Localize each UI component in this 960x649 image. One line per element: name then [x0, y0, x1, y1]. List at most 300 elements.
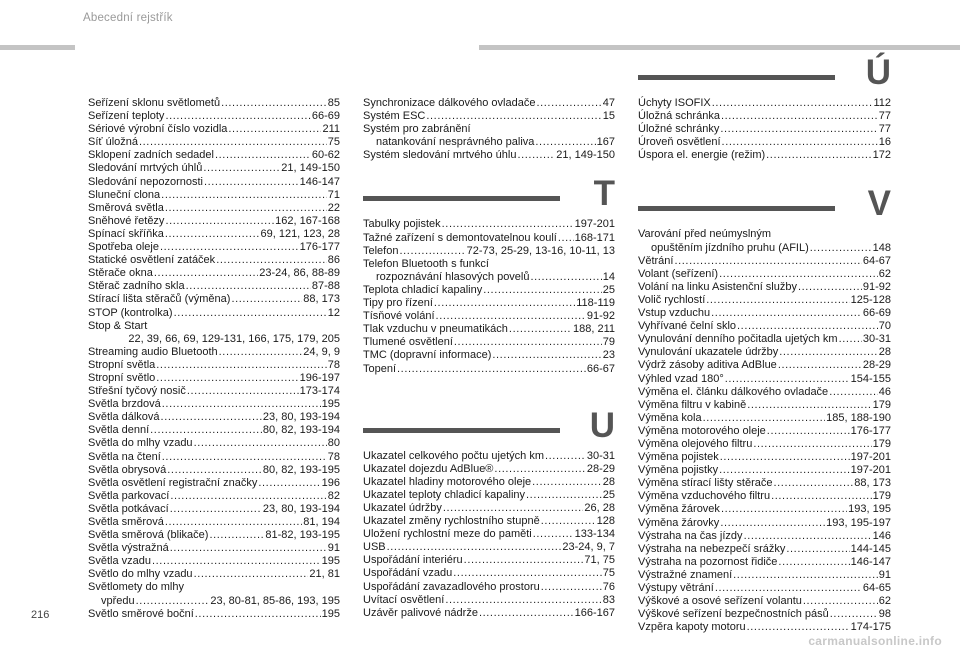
index-entry — [363, 245, 615, 258]
index-entry — [88, 346, 340, 359]
entry-label: Telefon — [363, 244, 399, 257]
entry-page-ref: 146 — [872, 529, 891, 542]
entry-label: Světla parkovací — [88, 489, 170, 502]
entry-page-ref: 66-69 — [862, 307, 891, 320]
entry-label: Sériové výrobní číslo vozidla — [88, 123, 228, 136]
section-title: Abecední rejstřík — [83, 12, 173, 24]
entry-label: Světla brzdová — [88, 398, 161, 411]
index-entry — [363, 489, 615, 502]
entry-page-ref: 185, 188-190 — [826, 411, 891, 424]
index-entry — [88, 490, 340, 503]
entry-label: Teplota chladicí kapaliny — [363, 283, 483, 296]
entry-page-ref: 133-134 — [574, 528, 615, 541]
entry-page-ref: 195 — [321, 607, 340, 620]
entry-label: Výměna el. článku dálkového ovladače — [638, 385, 829, 398]
entry-page-ref: 91 — [327, 542, 340, 555]
entry-label: Výměna stírací lišty stěrače — [638, 477, 773, 490]
dot-leader — [156, 372, 298, 385]
index-column-1 — [88, 97, 340, 621]
index-entry — [88, 293, 340, 306]
index-entry — [363, 607, 615, 620]
index-entry — [88, 581, 340, 594]
index-entry — [88, 162, 340, 175]
index-entry — [88, 320, 340, 333]
entry-label: Uložení rychlostní meze do paměti — [363, 528, 532, 541]
index-entry — [88, 372, 340, 385]
index-entry — [88, 97, 340, 110]
entry-page-ref: 30-31 — [586, 449, 615, 462]
index-section-t — [363, 218, 615, 375]
index-entry — [363, 541, 615, 554]
dot-leader — [733, 569, 878, 582]
entry-label: Výstupy větrání — [638, 582, 714, 594]
section-letter: T — [593, 174, 615, 214]
entry-page-ref: 166-167 — [574, 606, 615, 619]
entry-page-ref: 80, 82, 193-194 — [262, 424, 340, 437]
dot-leader — [712, 97, 873, 110]
dot-leader — [215, 149, 311, 162]
entry-label: Výměna vzduchového filtru — [638, 490, 771, 503]
index-entry — [88, 228, 340, 241]
dot-leader — [535, 136, 595, 149]
footer-band — [0, 633, 960, 649]
dot-leader — [136, 595, 210, 608]
dot-leader — [786, 543, 849, 556]
index-entry — [638, 136, 891, 149]
index-entry — [88, 437, 340, 450]
dot-leader — [774, 477, 854, 490]
entry-page-ref: 112 — [873, 97, 891, 109]
entry-label: Vyhřívané čelní sklo — [638, 320, 737, 333]
entry-label: Stop & Start — [88, 319, 148, 332]
index-entry — [363, 271, 615, 284]
entry-label: Světla do mlhy vzadu — [88, 437, 193, 450]
dot-leader — [778, 359, 862, 372]
entry-label: Úložné schránky — [638, 123, 720, 136]
entry-label: Světla směrová — [88, 516, 164, 528]
entry-label: Výdrž zásoby aditiva AdBlue — [638, 359, 777, 372]
dot-leader — [839, 333, 862, 346]
entry-label: Uspořádání zavazadlového prostoru — [363, 580, 540, 593]
entry-label: Seřízení sklonu světlometů — [88, 97, 221, 109]
entry-label: Výměna žárovek — [638, 503, 720, 516]
index-entry — [363, 310, 615, 323]
index-entry — [88, 202, 340, 215]
entry-label: Světla dálková — [88, 411, 160, 424]
entry-label: Stěrače okna — [88, 267, 153, 280]
entry-label: Světla denní — [88, 424, 150, 437]
entry-label: Střešní tyčový nosič — [88, 385, 186, 398]
dot-leader — [536, 97, 601, 110]
entry-page-ref: 197-201 — [850, 451, 891, 464]
entry-page-ref: 168-171 — [574, 231, 615, 244]
entry-label: Systém ESC — [363, 110, 426, 123]
entry-page-ref: 196-197 — [299, 371, 340, 384]
section-letter: U — [589, 405, 615, 445]
dot-leader — [170, 503, 262, 516]
entry-page-ref: 28-29 — [586, 462, 615, 475]
entry-page-ref: 167 — [596, 136, 615, 149]
section-divider-bar — [638, 75, 835, 80]
section-letter: V — [867, 184, 891, 224]
index-entry — [363, 336, 615, 349]
index-entry — [638, 399, 891, 412]
entry-label: Tažné zařízení s demontovatelnou koulí — [363, 231, 557, 244]
dot-leader — [803, 595, 878, 608]
entry-page-ref: 64-67 — [862, 254, 891, 267]
entry-page-ref: 173-174 — [299, 385, 340, 398]
entry-page-ref: 176-177 — [299, 241, 340, 254]
entry-page-ref: 125-128 — [850, 293, 891, 306]
index-entry — [638, 595, 891, 608]
entry-page-ref: 118-119 — [576, 297, 615, 310]
index-entry — [638, 386, 891, 399]
dot-leader — [558, 232, 574, 245]
dot-leader — [715, 582, 862, 595]
dot-leader — [509, 323, 572, 336]
index-entry — [363, 581, 615, 594]
entry-page-ref: 14 — [602, 270, 615, 283]
dot-leader — [454, 336, 602, 349]
index-entry — [638, 569, 891, 582]
index-entry — [638, 530, 891, 543]
entry-label: Sluneční clona — [88, 188, 161, 201]
entry-label: Uspořádání vzadu — [363, 567, 453, 580]
entry-page-ref: 98 — [878, 608, 891, 621]
dot-leader — [533, 528, 574, 541]
entry-page-ref: 128 — [596, 515, 615, 528]
entry-page-ref: 71 — [327, 188, 340, 201]
dot-leader — [258, 477, 320, 490]
index-entry — [88, 267, 340, 280]
entry-page-ref: 91-92 — [862, 280, 891, 293]
entry-label: Tísňové volání — [363, 310, 435, 323]
entry-page-ref: 88, 173 — [303, 293, 340, 306]
entry-page-ref: 91 — [878, 568, 891, 581]
entry-page-ref: 83 — [602, 593, 615, 606]
index-column-3 — [638, 51, 891, 634]
dot-leader — [829, 386, 878, 399]
entry-label: Výstražné znamení — [638, 568, 733, 581]
dot-leader — [436, 310, 586, 323]
entry-page-ref: 82 — [327, 489, 340, 502]
entry-label: Ukazatel hladiny motorového oleje — [363, 475, 532, 488]
index-entry — [363, 463, 615, 476]
entry-page-ref: 197-201 — [574, 218, 615, 231]
dot-leader — [526, 489, 602, 502]
entry-label: Systém sledování mrtvého úhlu — [363, 149, 517, 162]
entry-page-ref: 179 — [872, 398, 891, 411]
dot-leader — [464, 554, 584, 567]
dot-leader — [541, 515, 596, 528]
index-entry — [363, 136, 615, 149]
index-entry — [88, 477, 340, 490]
entry-page-ref: 15 — [602, 110, 615, 123]
entry-page-ref: 21, 149-150 — [281, 162, 340, 175]
entry-label: Větrání — [638, 254, 674, 267]
dot-leader — [442, 218, 574, 231]
dot-leader — [737, 320, 878, 333]
dot-leader — [541, 581, 602, 594]
index-entry — [363, 554, 615, 567]
entry-page-ref: 85 — [327, 97, 340, 109]
entry-label: Světla na čtení — [88, 450, 161, 463]
entry-page-ref: 28 — [878, 346, 891, 359]
dot-leader — [426, 110, 601, 123]
entry-page-ref: 76 — [602, 580, 615, 593]
entry-label: Volání na linku Asistenční služby — [638, 280, 797, 293]
entry-label: Volič rychlostí — [638, 293, 706, 306]
index-entry — [638, 242, 891, 255]
entry-label: Ukazatel dojezdu AdBlue® — [363, 462, 494, 475]
entry-label: Volant (seřízení) — [638, 267, 719, 280]
dot-leader — [483, 284, 602, 297]
entry-label: Synchronizace dálkového ovladače — [363, 97, 536, 109]
entry-label: Statické osvětlení zatáček — [88, 254, 216, 267]
entry-label: Stropní světla — [88, 358, 156, 371]
entry-page-ref: 195 — [321, 398, 340, 411]
entry-page-ref: 25 — [602, 488, 615, 501]
entry-page-ref: 193, 195 — [848, 503, 891, 516]
index-entry — [638, 255, 891, 268]
index-entry — [88, 529, 340, 542]
dot-leader — [203, 162, 280, 175]
entry-label: Výstraha na pozornost řidiče — [638, 555, 778, 568]
dot-leader — [443, 502, 584, 515]
index-entry — [363, 110, 615, 123]
dot-leader — [779, 346, 878, 359]
index-entry — [88, 568, 340, 581]
entry-label: natankování nesprávného paliva — [376, 136, 535, 149]
entry-label: Vynulování ukazatele údržby — [638, 346, 779, 359]
index-entry — [363, 123, 615, 136]
entry-label: Vynulování denního počitadla ujetých km — [638, 333, 838, 346]
watermark: carmanualsonline.info — [808, 634, 942, 648]
dot-leader — [161, 189, 327, 202]
entry-label: Uspořádání interiéru — [363, 554, 463, 567]
index-entry — [363, 149, 615, 162]
dot-leader — [753, 438, 871, 451]
entry-label: Výškové seřízení bezpečnostních pásů — [638, 608, 829, 621]
index-entry — [88, 516, 340, 529]
dot-leader — [744, 530, 872, 543]
index-entry — [88, 215, 340, 228]
entry-page-ref: 144-145 — [850, 542, 891, 555]
dot-leader — [150, 424, 262, 437]
index-entry — [638, 490, 891, 503]
entry-page-ref: 28-29 — [862, 359, 891, 372]
dot-leader — [479, 607, 574, 620]
index-entry — [638, 307, 891, 320]
index-entry — [88, 451, 340, 464]
dot-leader — [747, 399, 871, 412]
entry-label: Výměna pojistek — [638, 451, 719, 464]
entry-page-ref: 22 — [327, 201, 340, 214]
index-entry — [638, 346, 891, 359]
dot-leader — [722, 136, 878, 149]
index-entry — [638, 294, 891, 307]
index-entry — [638, 333, 891, 346]
index-entry — [363, 284, 615, 297]
index-section-v — [638, 228, 891, 634]
entry-label: Ukazatel teploty chladicí kapaliny — [363, 488, 526, 501]
dot-leader — [798, 281, 862, 294]
dot-leader — [766, 149, 871, 162]
index-entry — [88, 110, 340, 123]
entry-page-ref: 80 — [327, 437, 340, 450]
entry-page-ref: 162, 167-168 — [275, 214, 340, 227]
entry-label: Úchyty ISOFIX — [638, 97, 711, 109]
index-entry — [638, 425, 891, 438]
dot-leader — [165, 215, 274, 228]
dot-leader — [170, 490, 326, 503]
dot-leader — [139, 136, 327, 149]
dot-leader — [721, 503, 847, 516]
dot-leader — [187, 385, 299, 398]
entry-page-ref: 77 — [878, 110, 891, 123]
entry-label: vpředu — [101, 594, 135, 607]
entry-page-ref: 172 — [872, 149, 891, 162]
entry-page-ref: 75 — [327, 136, 340, 149]
entry-page-ref: 80, 82, 193-195 — [262, 463, 340, 476]
index-entry — [638, 477, 891, 490]
dot-leader — [160, 241, 299, 254]
entry-page-ref: 46 — [878, 385, 891, 398]
index-entry — [363, 297, 615, 310]
index-entry — [88, 608, 340, 621]
entry-label: Světlo do mlhy vzadu — [88, 568, 193, 581]
entry-page-ref: 193, 195-197 — [826, 516, 891, 529]
index-entry — [88, 385, 340, 398]
header-bar-right — [479, 45, 960, 50]
dot-leader — [221, 97, 327, 110]
dot-leader — [720, 123, 877, 136]
dot-leader — [228, 123, 321, 136]
dot-leader — [545, 450, 586, 463]
entry-page-ref: 21, 149-150 — [556, 149, 615, 162]
dot-leader — [167, 464, 262, 477]
dot-leader — [767, 425, 850, 438]
dot-leader — [165, 228, 260, 241]
entry-page-ref: 75 — [602, 567, 615, 580]
entry-label: Ukazatel údržby — [363, 501, 442, 514]
entry-label: Síť úložná — [88, 136, 138, 149]
index-entry — [363, 232, 615, 245]
index-entry — [638, 556, 891, 569]
entry-page-ref: 179 — [872, 437, 891, 450]
index-entry — [88, 595, 340, 608]
entry-label: Výškové a osové seřízení volantu — [638, 595, 802, 608]
entry-page-ref: 148 — [872, 241, 891, 254]
entry-page-ref: 188, 211 — [572, 323, 615, 336]
entry-label: Stěrač zadního skla — [88, 280, 185, 293]
entry-page-ref: 71, 75 — [584, 554, 615, 567]
index-entry — [638, 359, 891, 372]
entry-page-ref: 91-92 — [586, 310, 615, 323]
dot-leader — [186, 280, 311, 293]
entry-label: Tipy pro řízení — [363, 297, 433, 310]
entry-label: Úspora el. energie (režim) — [638, 149, 766, 162]
index-entry — [638, 373, 891, 386]
entry-page-ref: 30-31 — [862, 333, 891, 346]
entry-page-ref: 81, 194 — [303, 516, 340, 528]
entry-page-ref: 196 — [321, 476, 340, 489]
dot-leader — [156, 359, 326, 372]
index-entry — [88, 280, 340, 293]
dot-leader — [162, 398, 321, 411]
dot-leader — [778, 556, 849, 569]
index-entry — [638, 543, 891, 556]
index-entry — [638, 97, 891, 110]
entry-label: Varování před neúmyslným — [638, 228, 772, 241]
entry-page-ref: 24, 9, 9 — [303, 345, 340, 358]
index-entry — [363, 349, 615, 362]
entry-label: rozpoznávání hlasových povelů — [376, 270, 530, 283]
index-entry — [363, 450, 615, 463]
section-divider-bar — [363, 196, 560, 201]
index-entry — [363, 97, 615, 110]
entry-label: Výstraha na čas jízdy — [638, 529, 743, 542]
entry-label: Světlomety do mlhy — [88, 581, 184, 594]
section-header-t — [363, 172, 615, 218]
index-entry — [88, 359, 340, 372]
entry-label: Výměna pojistky — [638, 464, 719, 477]
dot-leader — [195, 608, 321, 621]
dot-leader — [216, 254, 327, 267]
dot-leader — [194, 437, 327, 450]
entry-page-ref: 28 — [602, 475, 615, 488]
entry-label: Světlo směrové boční — [88, 607, 194, 620]
index-entry — [638, 464, 891, 477]
entry-page-ref: 174-175 — [850, 621, 891, 634]
index-block-s-continued — [363, 97, 615, 162]
index-entry — [88, 241, 340, 254]
dot-leader — [492, 349, 601, 362]
entry-label: Vstup vzduchu — [638, 307, 711, 320]
entry-page-ref: 70 — [878, 320, 891, 333]
section-header-u-acute — [638, 51, 891, 97]
index-entry — [363, 567, 615, 580]
entry-label: Světla směrová (blikače) — [88, 529, 209, 542]
entry-label: Výměna motorového oleje — [638, 424, 766, 437]
entry-label: Uzávěr palivové nádrže — [363, 606, 478, 619]
entry-page-ref: 72-73, 25-29, 13-16, 10-11, 13 — [466, 244, 615, 257]
index-entry — [638, 451, 891, 464]
dot-leader — [453, 567, 601, 580]
dot-leader — [174, 307, 327, 320]
page-number: 216 — [31, 609, 50, 621]
entry-page-ref: 211 — [322, 123, 340, 136]
index-entry — [638, 268, 891, 281]
index-entry — [88, 398, 340, 411]
entry-label: Výměna kola — [638, 411, 702, 424]
dot-leader — [530, 271, 601, 284]
entry-label: Světla obrysová — [88, 463, 167, 476]
dot-leader — [399, 245, 465, 258]
index-entry — [638, 123, 891, 136]
entry-page-ref: 12 — [327, 306, 340, 319]
index-entry — [638, 320, 891, 333]
index-entry — [363, 363, 615, 376]
dot-leader — [162, 451, 327, 464]
entry-label: Vzpěra kapoty motoru — [638, 621, 746, 634]
dot-leader — [720, 451, 850, 464]
dot-leader — [830, 608, 878, 621]
dot-leader — [703, 412, 826, 425]
entry-label: Výměna žárovky — [638, 516, 720, 529]
entry-label: Stropní světlo — [88, 371, 156, 384]
index-entry — [363, 515, 615, 528]
